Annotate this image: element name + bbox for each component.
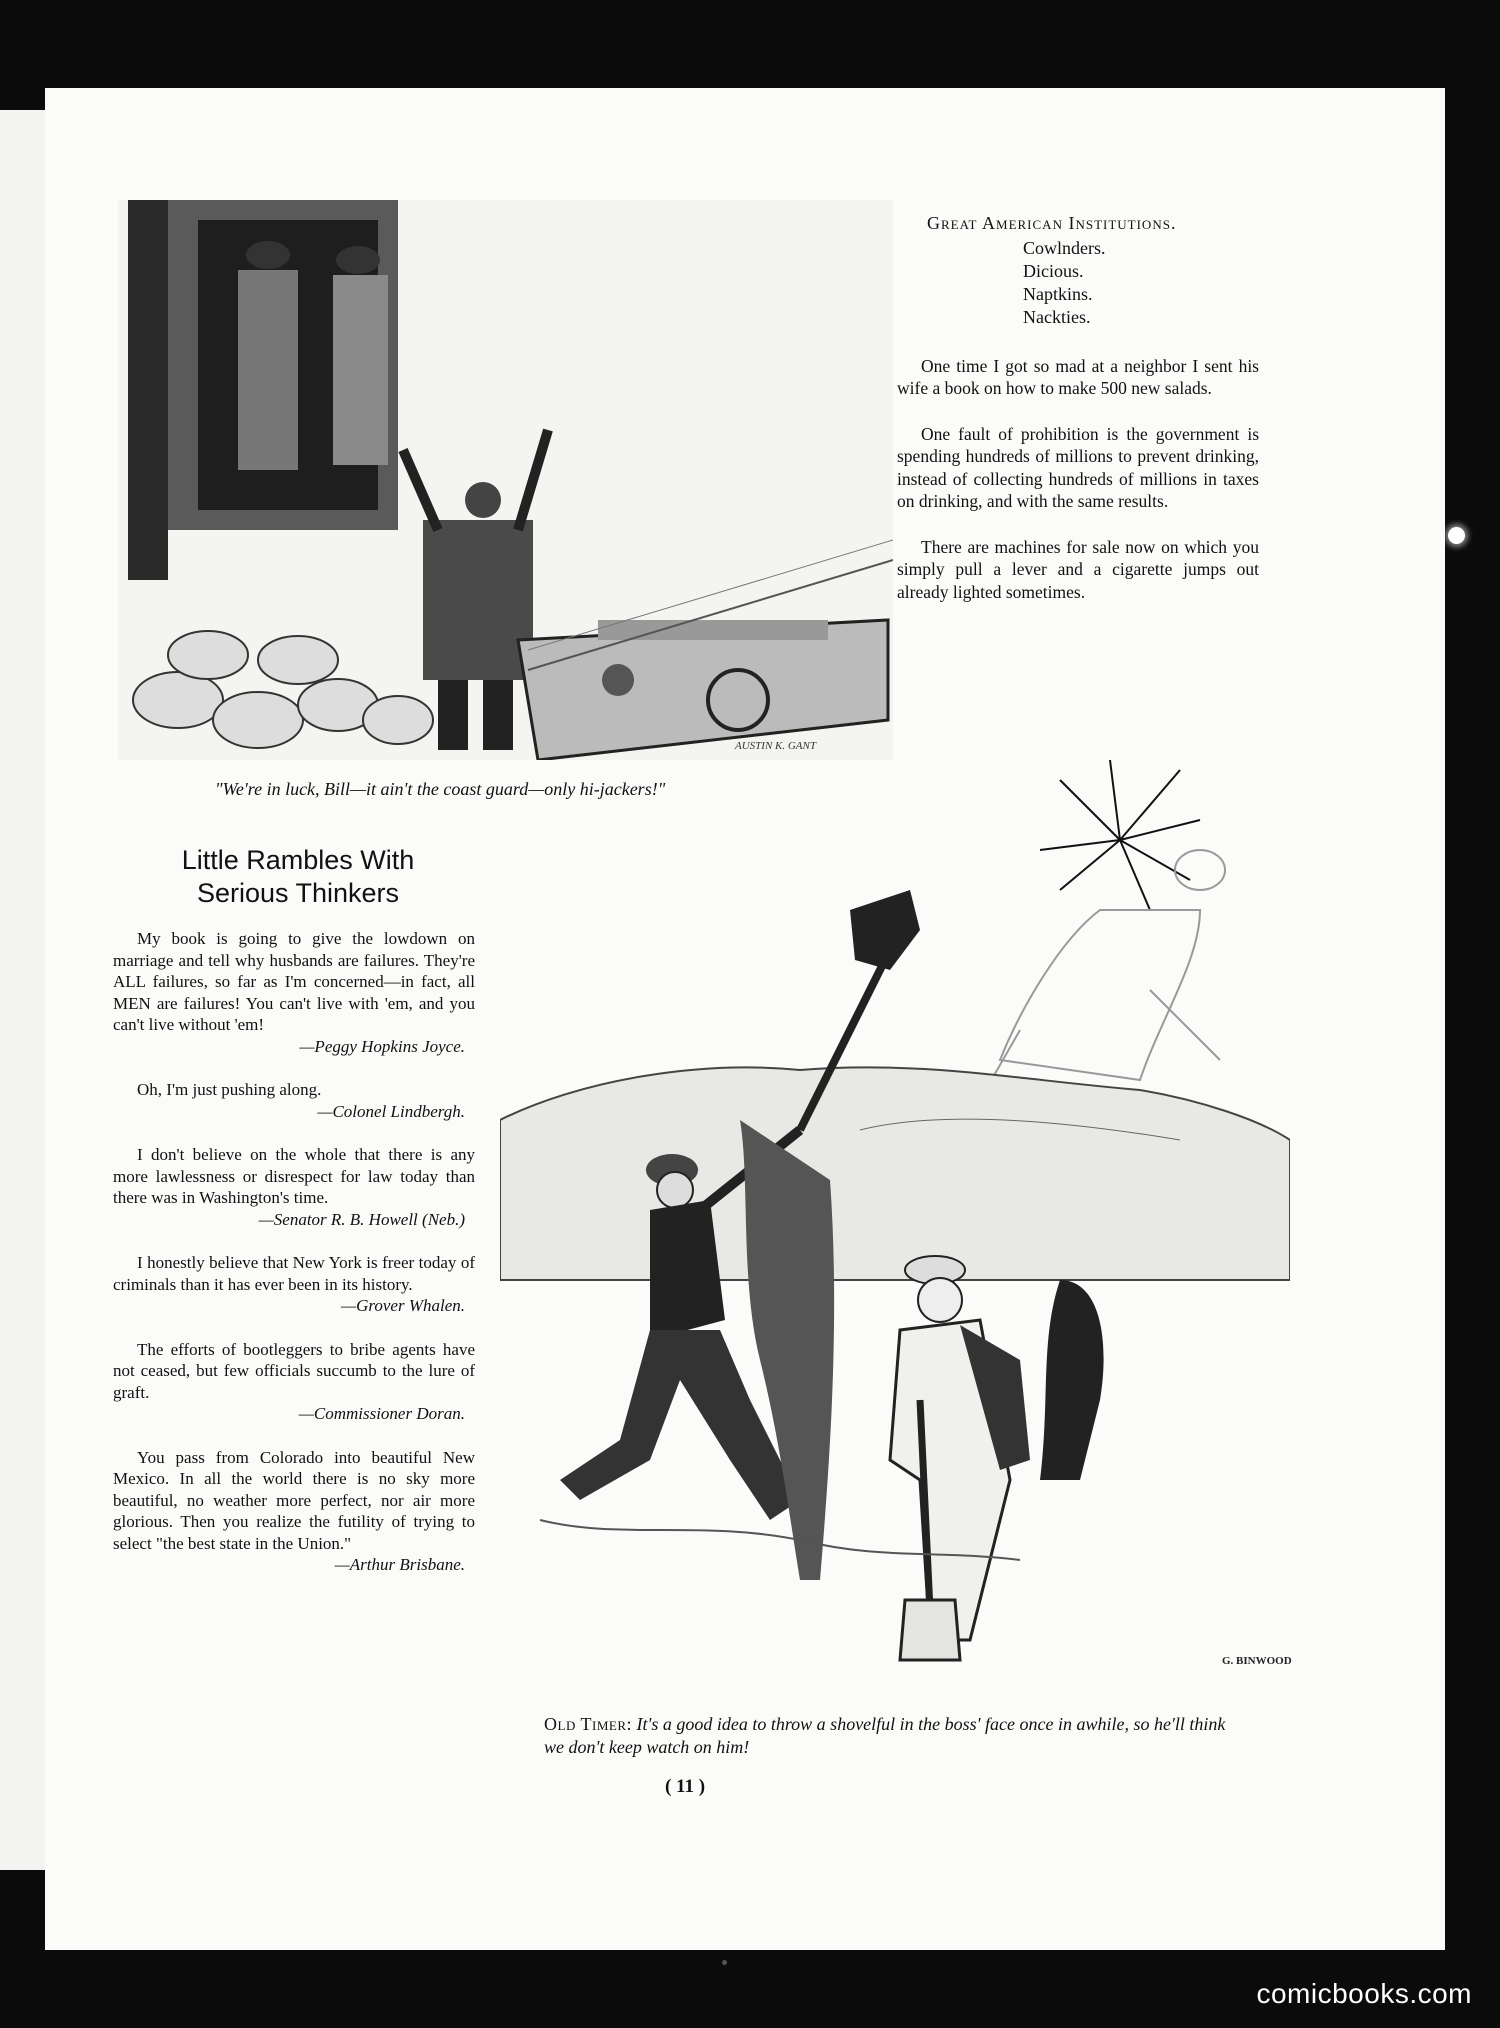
quote-author: —Arthur Brisbane. [334, 1555, 465, 1574]
institution-item: Naptkins. [1023, 283, 1093, 304]
institution-item: Nackties. [1023, 306, 1091, 327]
scan-speck [722, 1960, 727, 1965]
quote-text: The efforts of bootleggers to bribe agents have not ceased, but few officials succumb to the lure of graft. [113, 1339, 475, 1402]
bottom-cartoon-caption [544, 1713, 1244, 1759]
rambles-heading [128, 844, 468, 910]
joke-paragraph: One time I got so mad at a neighbor I sent his wife a book on how to make 500 new salads. [897, 355, 1259, 398]
joke-paragraph: There are machines for sale now on which you simply pull a lever and a cigarette jumps out already lighted sometimes. [897, 536, 1259, 602]
institutions-list [1023, 237, 1259, 329]
rambles-heading-line: Little Rambles With [181, 845, 415, 875]
caption-speaker: Old Timer: [544, 1714, 632, 1734]
shovel-cartoon [500, 760, 1290, 1690]
rambles-heading-line: Serious Thinkers [196, 878, 400, 908]
jokes-column [897, 212, 1259, 626]
quote-author: —Senator R. B. Howell (Neb.) [258, 1209, 465, 1229]
shovel-cartoon-drawing [500, 760, 1290, 1690]
quote-text: Oh, I'm just pushing along. [137, 1080, 322, 1099]
institutions-heading: Great American Institutions. [927, 213, 1177, 233]
quote-text: I honestly believe that New York is freer today of criminals than it has ever been in its history. [113, 1253, 475, 1294]
rambles-column [113, 928, 475, 1598]
watermark: comicbooks.com [1256, 1978, 1472, 2009]
hijackers-cartoon [118, 200, 893, 760]
quote-author: —Commissioner Doran. [298, 1404, 465, 1423]
quote-text: You pass from Colorado into beautiful New Mexico. In all the world there is no sky more beautiful, no weather more perfect, nor air more glorious. Then you realize the futility of trying to select "the best state in the Union." [113, 1447, 475, 1553]
joke-paragraph: One fault of prohibition is the government is spending hundreds of millions to prevent drinking, instead of collecting hundreds of millions in taxes on drinking, and with the same results. [897, 423, 1259, 511]
quote-author: —Grover Whalen. [340, 1296, 465, 1315]
page-number: ( 11 ) [664, 1776, 706, 1797]
quote-block [113, 928, 475, 1057]
binding-hole [1448, 527, 1465, 544]
quote-text: I don't believe on the whole that there is any more lawlessness or disrespect for law today than there was in Washington's time. [113, 1145, 475, 1207]
quote-author: —Peggy Hopkins Joyce. [299, 1036, 465, 1056]
quote-block [113, 1144, 475, 1230]
institution-item: Cowlnders. [1023, 237, 1106, 258]
top-cartoon-signature: AUSTIN K. GANT [735, 740, 816, 752]
quote-author: —Colonel Lindbergh. [317, 1101, 465, 1121]
institution-item: Dicious. [1023, 260, 1084, 281]
top-cartoon-caption: "We're in luck, Bill—it ain't the coast guard—only hi-jackers!" [215, 779, 666, 799]
quote-text: My book is going to give the lowdown on marriage and tell why husbands are failures. They're ALL failures, so far as I'm concerned—in fact, all MEN are failures! You can't live with 'em, and you can't live without 'em! [113, 929, 475, 1034]
caption-text: It's a good idea to throw a shovelful in the boss' face once in awhile, so he'll think we don't keep watch on him! [544, 1714, 1226, 1757]
quote-block [113, 1339, 475, 1425]
quote-block [113, 1079, 475, 1122]
quote-block [113, 1447, 475, 1576]
quote-block [113, 1252, 475, 1317]
bottom-cartoon-signature: G. BINWOOD [1222, 1655, 1292, 1667]
hijackers-cartoon-drawing [118, 200, 893, 760]
